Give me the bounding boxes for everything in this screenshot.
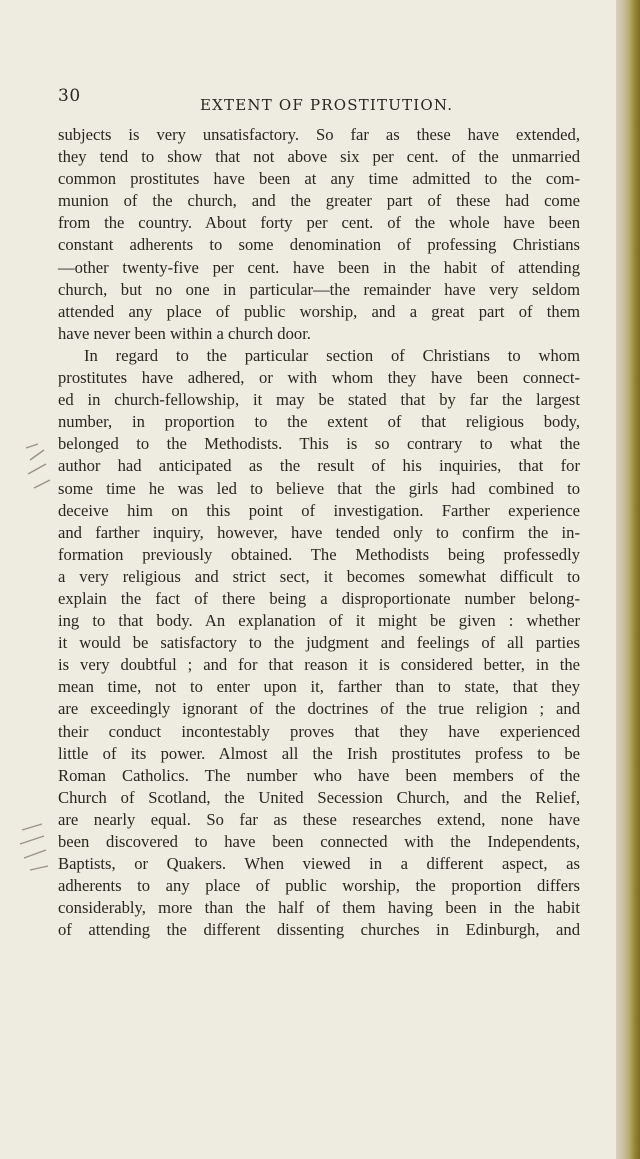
body-text [58,124,580,941]
text-line: little of its power. Almost all the Irish prostitutes profess to be [58,743,580,763]
text-line: of attending the different dissenting churches in Edinburgh, and [58,920,580,940]
text-line: formation previously obtained. The Methodists being professedly [58,544,580,564]
text-line: subjects is very unsatisfactory. So far as these have extended, [58,125,580,144]
text-line: been discovered to have been connected with the Independents, [58,832,580,851]
text-line: and farther inquiry, however, have tended only to confirm the in- [58,522,580,542]
text-line: have never been within a church door. [58,323,311,343]
text-line: from the country. About forty per cent. of the whole have been [58,213,580,233]
text-line: they tend to show that not above six per cent. of the unmarried [58,147,580,167]
pencil-mark-icon [14,820,54,880]
text-line: considerably, more than the half of them having been in the habit [58,898,580,918]
text-line: prostitutes have adhered, or with whom they have been connect- [58,368,580,388]
text-line: ed in church-fellowship, it may be stated that by far the largest [58,390,580,410]
page-number: 30 [58,86,81,106]
text-line: ing to that body. An explanation of it might be given : whether [58,611,580,631]
text-line: Baptists, or Quakers. When viewed in a different aspect, as [58,854,580,874]
pencil-mark-icon [20,440,56,500]
text-line: belonged to the Methodists. This is so contrary to what the [58,434,580,454]
text-line: In regard to the particular section of Christians to whom [84,345,580,365]
text-line: —other twenty-five per cent. have been in the habit of attending [58,257,580,277]
text-line: number, in proportion to the extent of that religious body, [58,412,580,432]
text-line: common prostitutes have been at any time admitted to the com- [58,169,580,189]
text-line: munion of the church, and the greater part of these had come [58,191,580,211]
text-line: mean time, not to enter upon it, farther than to state, that they [58,677,580,697]
running-head: EXTENT OF PROSTITUTION. [200,96,454,114]
text-line: are exceedingly ignorant of the doctrines of the true religion ; and [58,699,580,719]
text-line: their conduct incontestably proves that they have experienced [58,721,580,741]
text-line: adherents to any place of public worship, the proportion differs [58,876,580,896]
text-line: a very religious and strict sect, it becomes somewhat difficult to [58,566,580,586]
text-line: attended any place of public worship, and a great part of them [58,301,580,321]
text-line: author had anticipated as the result of his inquiries, that for [58,456,580,476]
text-line: are nearly equal. So far as these researches extend, none have [58,809,580,829]
text-line: Church of Scotland, the United Secession Church, and the Relief, [58,787,580,807]
text-line: is very doubtful ; and for that reason it is considered better, in the [58,655,580,675]
text-line: some time he was led to believe that the girls had combined to [58,478,580,498]
text-line: it would be satisfactory to the judgment and feelings of all parties [58,633,580,653]
text-line: deceive him on this point of investigation. Farther experience [58,500,580,520]
book-edge [616,0,640,1159]
text-line: constant adherents to some denomination of professing Christians [58,235,580,255]
text-line: Roman Catholics. The number who have been members of the [58,765,580,785]
text-line: explain the fact of there being a disproportionate number belong- [58,588,580,608]
text-line: church, but no one in particular—the remainder have very seldom [58,279,580,299]
